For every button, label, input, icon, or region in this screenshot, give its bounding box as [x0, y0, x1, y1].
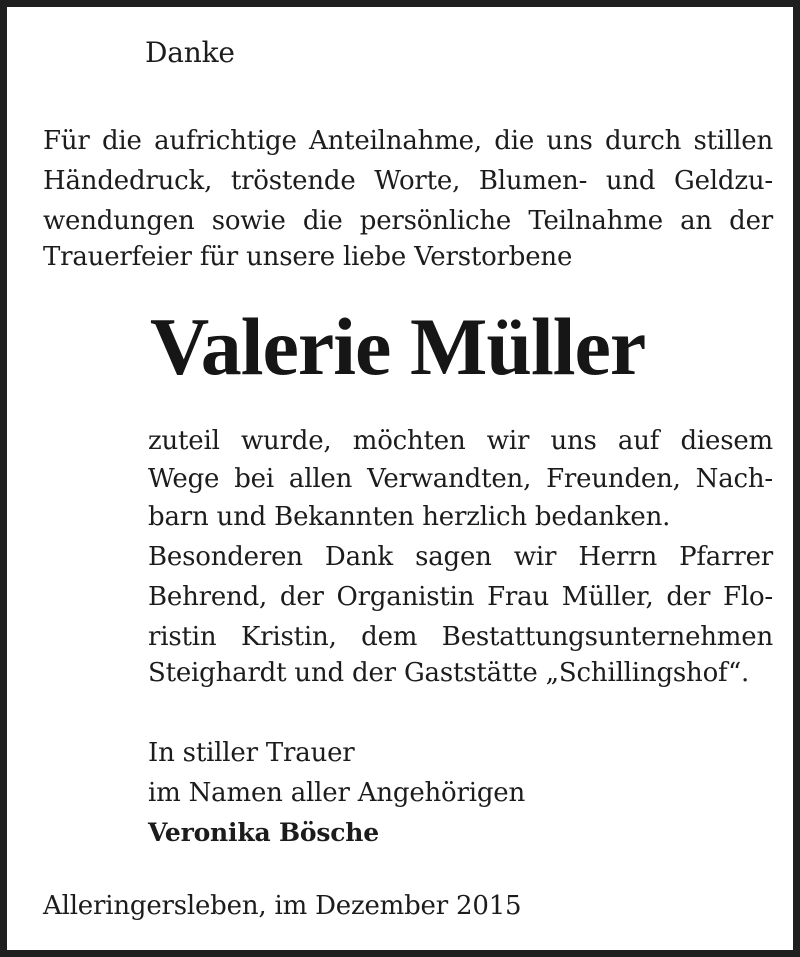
place-and-date: Alleringersleben, im Dezember 2015: [43, 891, 522, 921]
intro-line-2: Händedruck, tröstende Worte, Blumen- und Geldzu-: [43, 166, 773, 196]
body-line-1: zuteil wurde, möchten wir uns auf diesem: [148, 426, 773, 456]
body-line-5: Behrend, der Organistin Frau Müller, der Flo-: [148, 582, 773, 612]
body-line-2: Wege bei allen Verwandten, Freunden, Nach-: [148, 464, 773, 494]
intro-line-3: wendungen sowie die persönliche Teilnahme an der: [43, 206, 773, 236]
closing-line-2: im Namen aller Angehörigen: [148, 778, 526, 808]
body-line-3: barn und Bekannten herzlich bedanken.: [148, 502, 671, 532]
body-line-4: Besonderen Dank sagen wir Herrn Pfarrer: [148, 542, 773, 572]
intro-line-1: Für die aufrichtige Anteilnahme, die uns durch stillen: [43, 126, 773, 156]
notice-heading: Danke: [145, 36, 235, 69]
deceased-name: Valerie Müller: [150, 301, 646, 392]
signer-name: Veronika Bösche: [148, 818, 379, 847]
body-line-7: Steighardt und der Gaststätte „Schillingshof“.: [148, 658, 750, 688]
body-line-6: ristin Kristin, dem Bestattungsunternehmen: [148, 622, 773, 652]
intro-line-4: Trauerfeier für unsere liebe Verstorbene: [43, 242, 573, 272]
closing-line-1: In stiller Trauer: [148, 738, 355, 768]
